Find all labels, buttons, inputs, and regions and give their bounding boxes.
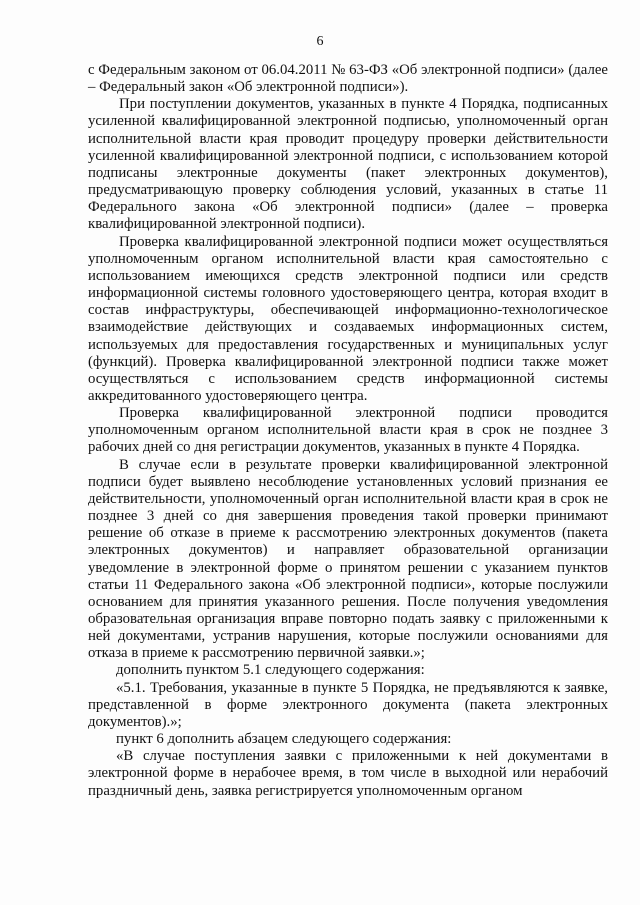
paragraph: «В случае поступления заявки с приложенными к ней документами в электронной форме в нерабочее время, в том числе в выходной или нерабочий праздничный день, заявка регистрируется уполномоченным органом bbox=[88, 748, 608, 799]
paragraph: В случае если в результате проверки квалифицированной электронной подписи будет выявлено несоблюдение установленных условий признания ее действительности, уполномоченный орган исполнительной власти края в срок не позднее 3 дней со дня завершения проведения такой проверки принимают решение об отказе в приеме к рассмотрению электронных документов (пакета электронных документов) и направляет образовательной организации уведомление в электронной форме о принятом решении с указанием пунктов статьи 11 Федерального закона «Об электронной подписи», которые послужили основанием для принятия указанного решения. После получения уведомления образовательная организация вправе повторно подать заявку с приложенными к ней документами, устранив нарушения, которые послужили основаниями для отказа в приеме к рассмотрению первичной заявки.»; bbox=[88, 456, 608, 662]
paragraph: пункт 6 дополнить абзацем следующего содержания: bbox=[116, 731, 452, 748]
paragraph: с Федеральным законом от 06.04.2011 № 63-ФЗ «Об электронной подписи» (далее – Федеральный закон «Об электронной подписи»). bbox=[88, 62, 608, 96]
paragraph: При поступлении документов, указанных в пункте 4 Порядка, подписанных усиленной квалифицированной электронной подписью, уполномоченный орган исполнительной власти края проводит процедуру проверки действительности усиленной квалифицированной электронной подписи, с использованием которой подписаны электронные документы (пакет электронных документов), предусматривающую проверку соблюдения условий, указанных в статье 11 Федерального закона «Об электронной подписи» (далее – проверка квалифицированной электронной подписи). bbox=[88, 96, 608, 233]
paragraph: «5.1. Требования, указанные в пункте 5 Порядка, не предъявляются к заявке, представленной в форме электронного документа (пакета электронных документов).»; bbox=[88, 679, 608, 730]
paragraph: Проверка квалифицированной электронной подписи проводится уполномоченным органом исполнительной власти края в срок не позднее 3 рабочих дней со дня регистрации документов, указанных в пункте 4 Порядка. bbox=[88, 405, 608, 456]
paragraph: Проверка квалифицированной электронной подписи может осуществляться уполномоченным органом исполнительной власти края самостоятельно с использованием имеющихся средств электронной подписи или средств информационной системы головного удостоверяющего центра, которая входит в состав инфраструктуры, обеспечивающей информационно-технологическое взаимодействие действующих и создаваемых информационных систем, используемых для предоставления государственных и муниципальных услуг (функций). Проверка квалифицированной электронной подписи также может осуществляться с использованием средств информационной системы аккредитованного удостоверяющего центра. bbox=[88, 233, 608, 404]
paragraph: дополнить пунктом 5.1 следующего содержания: bbox=[116, 662, 425, 679]
page-number: 6 bbox=[316, 34, 324, 49]
document-body bbox=[88, 62, 608, 800]
